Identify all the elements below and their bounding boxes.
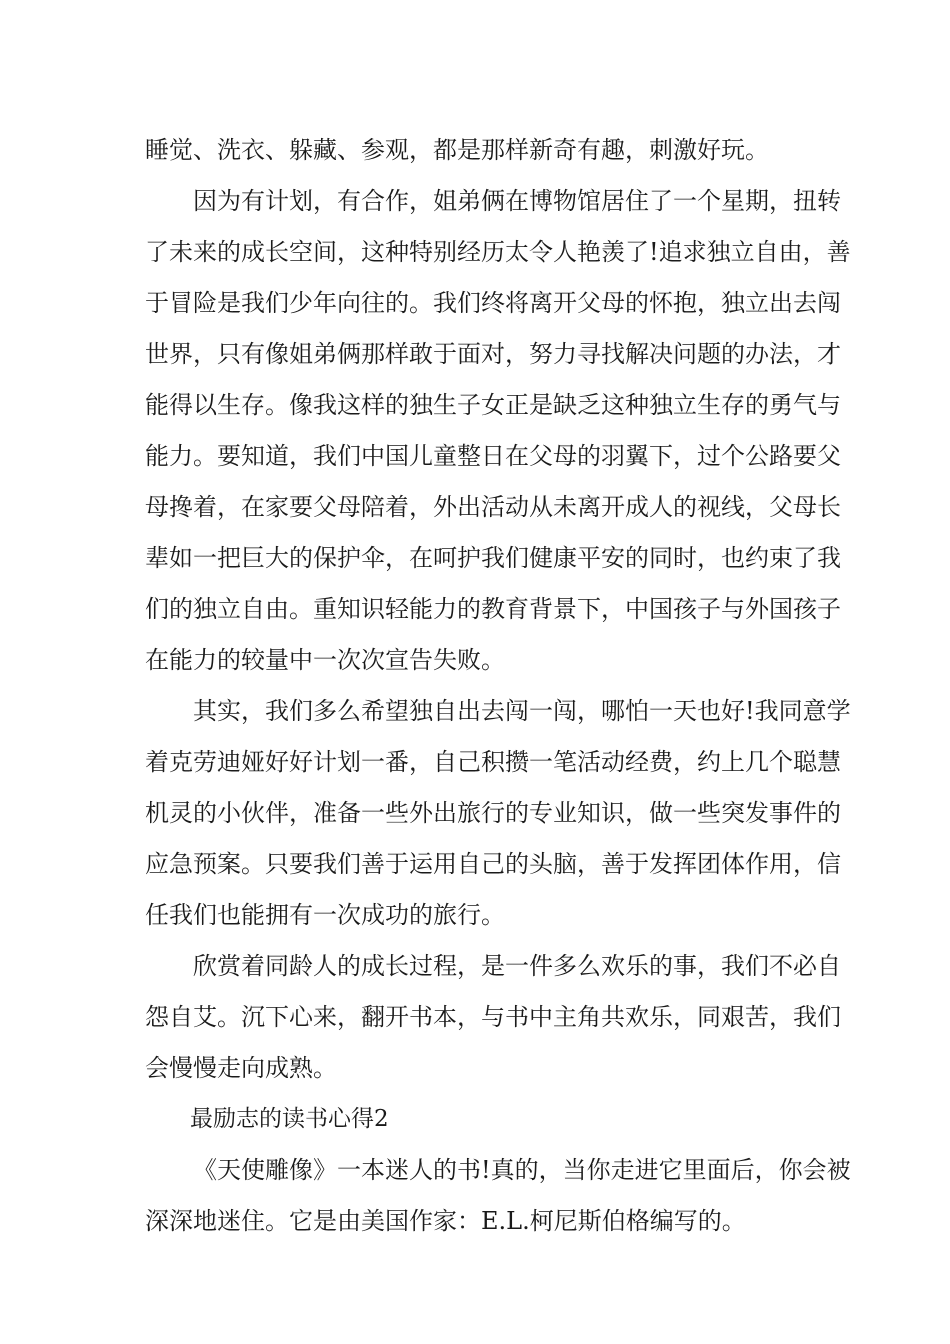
paragraph-1-line-9: 们的独立自由。重知识轻能力的教育背景下，中国孩子与外国孩子: [145, 595, 841, 623]
paragraph-1-line-3: 于冒险是我们少年向往的。我们终将离开父母的怀抱，独立出去闯: [145, 289, 841, 317]
paragraph-1-line-8: 辈如一把巨大的保护伞，在呵护我们健康平安的同时，也约束了我: [145, 544, 841, 572]
paragraph-2-line-3: 机灵的小伙伴，准备一些外出旅行的专业知识，做一些突发事件的: [145, 799, 841, 827]
paragraph-1-line-1: 因为有计划，有合作，姐弟俩在博物馆居住了一个星期，扭转: [193, 187, 841, 215]
paragraph-1-line-10: 在能力的较量中一次次宣告失败。: [145, 646, 505, 674]
paragraph-1-line-7: 母搀着，在家要父母陪着，外出活动从未离开成人的视线，父母长: [145, 493, 841, 521]
paragraph-1-line-4: 世界，只有像姐弟俩那样敢于面对，努力寻找解决问题的办法，才: [145, 340, 841, 368]
paragraph-2-line-4: 应急预案。只要我们善于运用自己的头脑，善于发挥团体作用，信: [145, 850, 841, 878]
paragraph-2-line-1: 其实，我们多么希望独自出去闯一闯，哪怕一天也好!我同意学: [193, 697, 851, 725]
paragraph-3-line-3: 会慢慢走向成熟。: [145, 1054, 337, 1082]
paragraph-0-line-1: 睡觉、洗衣、躲藏、参观，都是那样新奇有趣，刺激好玩。: [145, 136, 769, 164]
paragraph-1-line-5: 能得以生存。像我这样的独生子女正是缺乏这种独立生存的勇气与: [145, 391, 841, 419]
paragraph-3-line-2: 怨自艾。沉下心来，翻开书本，与书中主角共欢乐，同艰苦，我们: [145, 1003, 841, 1031]
paragraph-4-line-1: 《天使雕像》一本迷人的书!真的，当你走进它里面后，你会被: [193, 1156, 851, 1184]
paragraph-4-line-2: 深深地迷住。它是由美国作家：E.L.柯尼斯伯格编写的。: [145, 1207, 746, 1235]
paragraph-2-line-2: 着克劳迪娅好好计划一番，自己积攒一笔活动经费，约上几个聪慧: [145, 748, 841, 776]
section-heading: 最励志的读书心得2: [190, 1106, 389, 1132]
paragraph-1-line-2: 了未来的成长空间，这种特别经历太令人艳羡了!追求独立自由，善: [145, 238, 851, 266]
paragraph-3-line-1: 欣赏着同龄人的成长过程，是一件多么欢乐的事，我们不必自: [193, 952, 841, 980]
paragraph-2-line-5: 任我们也能拥有一次成功的旅行。: [145, 901, 505, 929]
paragraph-1-line-6: 能力。要知道，我们中国儿童整日在父母的羽翼下，过个公路要父: [145, 442, 841, 470]
